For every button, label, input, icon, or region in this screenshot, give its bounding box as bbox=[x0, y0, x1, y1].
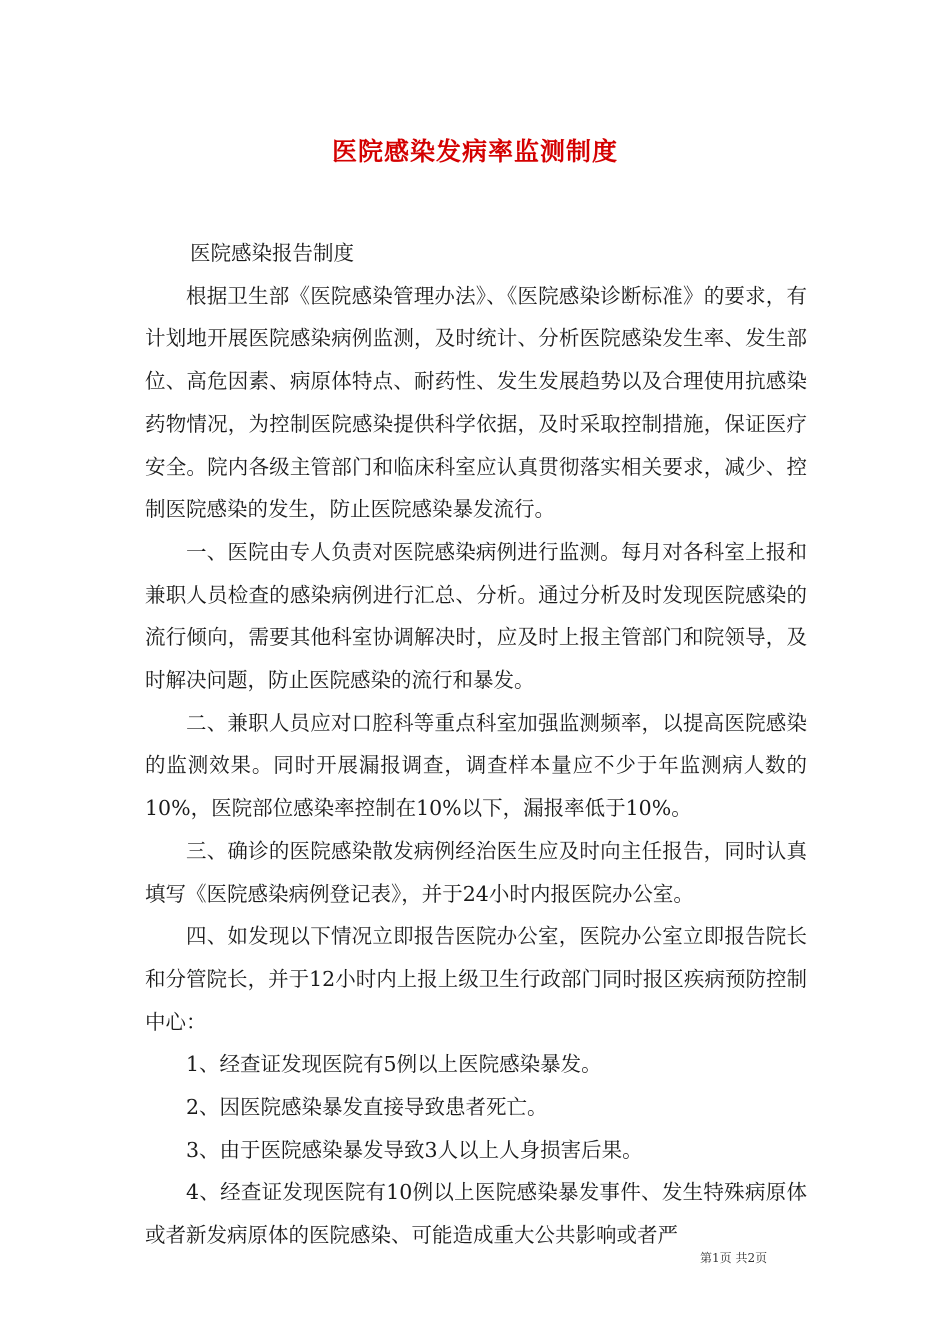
paragraph-item-4: 四、如发现以下情况立即报告医院办公室，医院办公室立即报告院长和分管院长，并于12小时内上报上级卫生行政部门同时报区疾病预防控制中心： bbox=[145, 924, 807, 1034]
list-item-1: 1、经查证发现医院有5例以上医院感染暴发。 bbox=[186, 1052, 602, 1077]
document-title: 医院感染发病率监测制度 bbox=[331, 137, 618, 166]
page-number-footer: 第1页 共2页 bbox=[700, 1251, 768, 1265]
document-body bbox=[145, 232, 807, 1257]
list-item-4: 4、经查证发现医院有10例以上医院感染暴发事件、发生特殊病原体或者新发病原体的医院感染、可能造成重大公共影响或者严 bbox=[145, 1180, 807, 1248]
paragraph-intro: 根据卫生部《医院感染管理办法》、《医院感染诊断标准》的要求，有计划地开展医院感染病例监测，及时统计、分析医院感染发生率、发生部位、高危因素、病原体特点、耐药性、发生发展趋势以及合理使用抗感染药物情况，为控制医院感染提供科学依据，及时采取控制措施，保证医疗安全。院内各级主管部门和临床科室应认真贯彻落实相关要求，减少、控制医院感染的发生，防止医院感染暴发流行。 bbox=[145, 283, 807, 522]
section-subheading: 医院感染报告制度 bbox=[190, 241, 354, 265]
paragraph-item-1: 一、医院由专人负责对医院感染病例进行监测。每月对各科室上报和兼职人员检查的感染病例进行汇总、分析。通过分析及时发现医院感染的流行倾向，需要其他科室协调解决时，应及时上报主管部门和院领导，及时解决问题，防止医院感染的流行和暴发。 bbox=[145, 539, 807, 693]
paragraph-item-2: 二、兼职人员应对口腔科等重点科室加强监测频率，以提高医院感染的监测效果。同时开展漏报调查，调查样本量应不少于年监测病人数的10%，医院部位感染率控制在10%以下，漏报率低于10%。 bbox=[145, 710, 807, 821]
paragraph-item-3: 三、确诊的医院感染散发病例经治医生应及时向主任报告，同时认真填写《医院感染病例登记表》，并于24小时内报医院办公室。 bbox=[145, 838, 807, 906]
list-item-3: 3、由于医院感染暴发导致3人以上人身损害后果。 bbox=[186, 1137, 643, 1162]
list-item-2: 2、因医院感染暴发直接导致患者死亡。 bbox=[186, 1095, 548, 1120]
